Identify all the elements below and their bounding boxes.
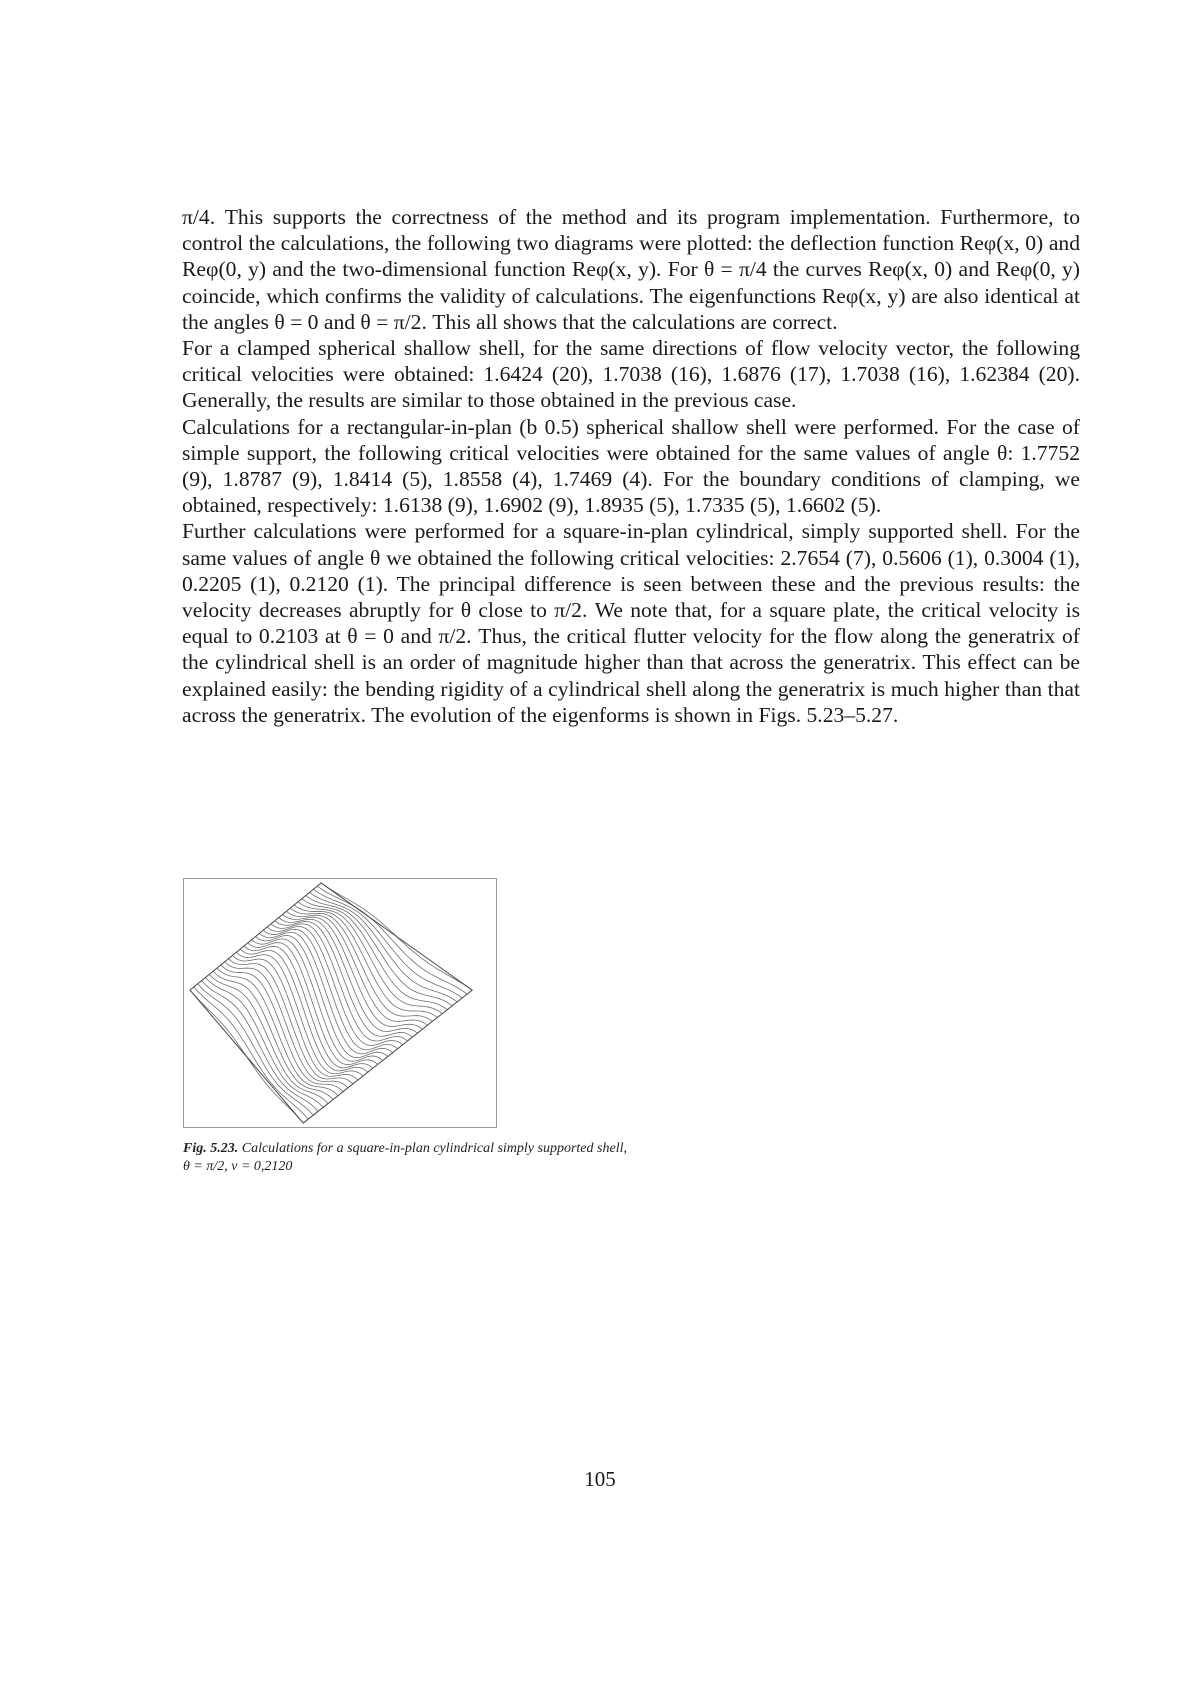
paragraph-1: π/4. This supports the correctness of the method and its program implementation. Furthermore, to control the calculations, the following two diagrams were plotted: the deflection function Reφ(x, 0) and Reφ(0, y) and the two-dimensional function Reφ(x, y). For θ = π/4 the curves Reφ(x, 0) and Reφ(0, y) coincide, which confirms the validity of calculations. The eigenfunctions Reφ(x, y) are also identical at the angles θ = 0 and θ = π/2. This all shows that the calculations are correct.: [182, 205, 1080, 334]
surface-line: [286, 911, 427, 1025]
figure-caption: [183, 1140, 883, 1176]
surface-line: [313, 889, 462, 998]
surface-line: [229, 959, 353, 1084]
page-number: 105: [584, 1467, 616, 1491]
surface-line: [294, 905, 437, 1017]
surface-line: [283, 915, 423, 1030]
surface-line: [225, 962, 348, 1088]
surface-line: [302, 899, 447, 1010]
surface-line: [221, 965, 343, 1092]
caption-line-2: θ = π/2, v = 0,2120: [183, 1159, 293, 1174]
paragraph-3: Calculations for a rectangular-in-plan (b 0.5) spherical shallow shell were performed. For the case of simple support, the following critical velocities were obtained for the same values of angle θ: 1.7752 (9), 1.8787 (9), 1.8414 (5), 1.8558 (4), 1.7469 (4). For the boundary conditions of clamping, we obtained, respectively: 1.6138 (9), 1.6902 (9), 1.8935 (5), 1.7335 (5), 1.6602 (5).: [182, 414, 1080, 518]
paragraph-4: Further calculations were performed for a square-in-plan cylindrical, simply supported shell. For the same values of angle θ we obtained the following critical velocities: 2.7654 (7), 0.5606 (1), 0.3004 (1), 0.2205 (1), 0.2120 (1). The principal difference is seen between these and the previous results: the velocity decreases abruptly for θ close to π/2. We note that, for a square plate, the critical velocity is equal to 0.2103 at θ = 0 and π/2. Thus, the critical flutter velocity for the flow along the generatrix of the cylindrical shell is an order of magnitude higher than that across the generatrix. This effect can be explained easily: the bending rigidity of a cylindrical shell along the generatrix is much higher than that across the generatrix. The evolution of the eigenforms is shown in Figs. 5.23–5.27.: [182, 519, 1080, 727]
eigenform-surface-plot: [184, 879, 496, 1127]
surface-line: [213, 971, 333, 1099]
caption-text: Calculations for a square-in-plan cylindrical simply supported shell,: [238, 1141, 627, 1156]
caption-label: Fig. 5.23.: [183, 1141, 239, 1156]
surface-line: [248, 943, 378, 1065]
body-text: [182, 204, 1080, 728]
surface-line: [279, 918, 418, 1034]
surface-line: [209, 974, 328, 1103]
surface-line: [240, 949, 368, 1072]
paragraph-2: For a clamped spherical shallow shell, for the same directions of flow velocity vector, the following critical velocities were obtained: 1.6424 (20), 1.7038 (16), 1.6876 (17), 1.7038 (16), 1.62384 (20). Generally, the results are similar to those obtained in the previous case.: [182, 336, 1080, 413]
figure-eigenform: [183, 878, 497, 1128]
surface-line: [244, 946, 373, 1068]
